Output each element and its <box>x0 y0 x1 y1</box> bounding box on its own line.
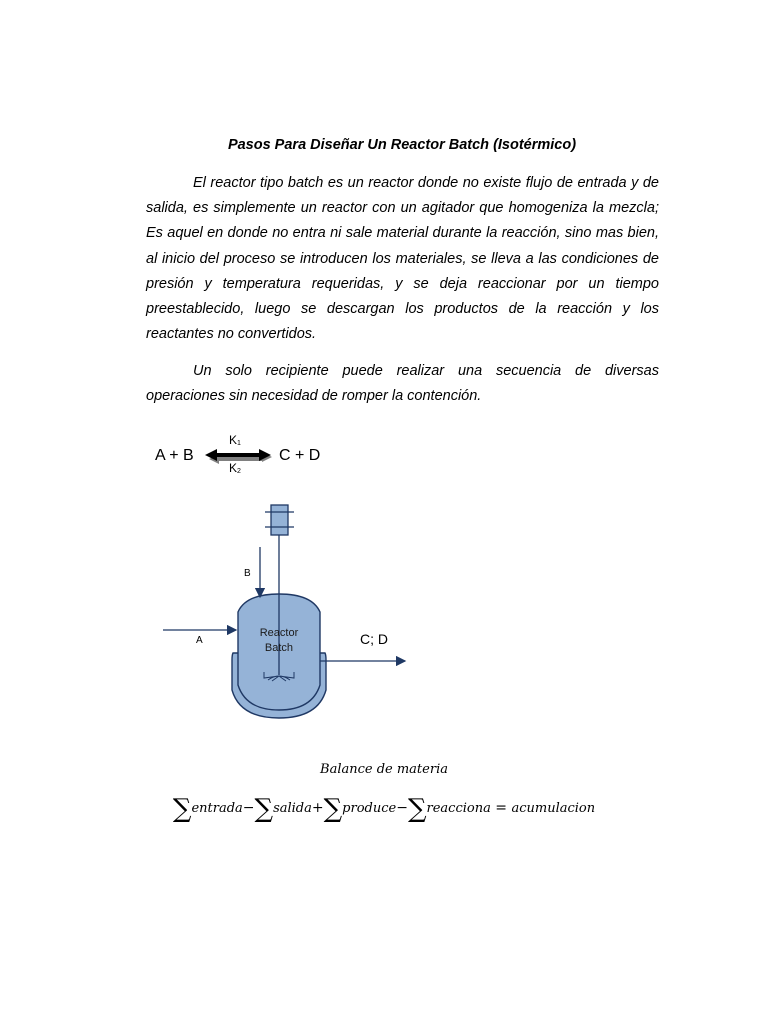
products-label: C + D <box>279 447 321 464</box>
agitator-motor-icon <box>265 505 294 535</box>
balance-equation <box>0 796 768 822</box>
k-forward-label: K1 <box>229 433 241 447</box>
equilibrium-arrow-icon <box>205 449 272 464</box>
term-acumulacion: acumulacion <box>511 801 596 816</box>
term-produce: produce <box>342 801 397 816</box>
operator-plus: + <box>311 800 324 816</box>
sum-symbol-icon: ∑ <box>323 794 343 824</box>
sum-symbol-icon: ∑ <box>407 794 427 824</box>
reactor-label-line2: Batch <box>264 642 294 654</box>
paragraph-intro: El reactor tipo batch es un reactor donde no existe flujo de entrada y de salida, es simplemente un reactor con un agitador que homogeniza la mezcla; Es aquel en donde no entra ni sale material durante la reacción, sino mas bien, al inicio del proceso se introducen los materiales, se lleva a las condiciones de presión y temperatura requeridas, y se deja reaccionar por un tiempo preestablecido, luego se descargan los productos de la reacción y los reactantes no convertidos. <box>146 175 659 343</box>
paragraph-operations: Un solo recipiente puede realizar una secuencia de diversas operaciones sin necesidad de romper la contención. <box>146 363 659 405</box>
inlet-a-label: A <box>196 635 203 646</box>
term-reacciona: reacciona <box>426 801 491 816</box>
sum-symbol-icon: ∑ <box>254 794 274 824</box>
operator-minus: − <box>396 800 408 816</box>
page-title: Pasos Para Diseñar Un Reactor Batch (Isotérmico) <box>227 137 577 153</box>
operator-minus: − <box>242 800 255 816</box>
operator-equals: = <box>495 800 508 816</box>
balance-title: Balance de materia <box>320 762 448 777</box>
term-entrada: entrada <box>191 801 243 816</box>
k-reverse-label: K2 <box>229 461 241 475</box>
reactor-label-line1: Reactor <box>259 627 299 639</box>
term-salida: salida <box>273 801 312 816</box>
sum-symbol-icon: ∑ <box>172 794 192 824</box>
outlet-label: C; D <box>360 631 388 647</box>
inlet-b-label: B <box>244 568 251 579</box>
reactants-label: A + B <box>155 447 194 464</box>
